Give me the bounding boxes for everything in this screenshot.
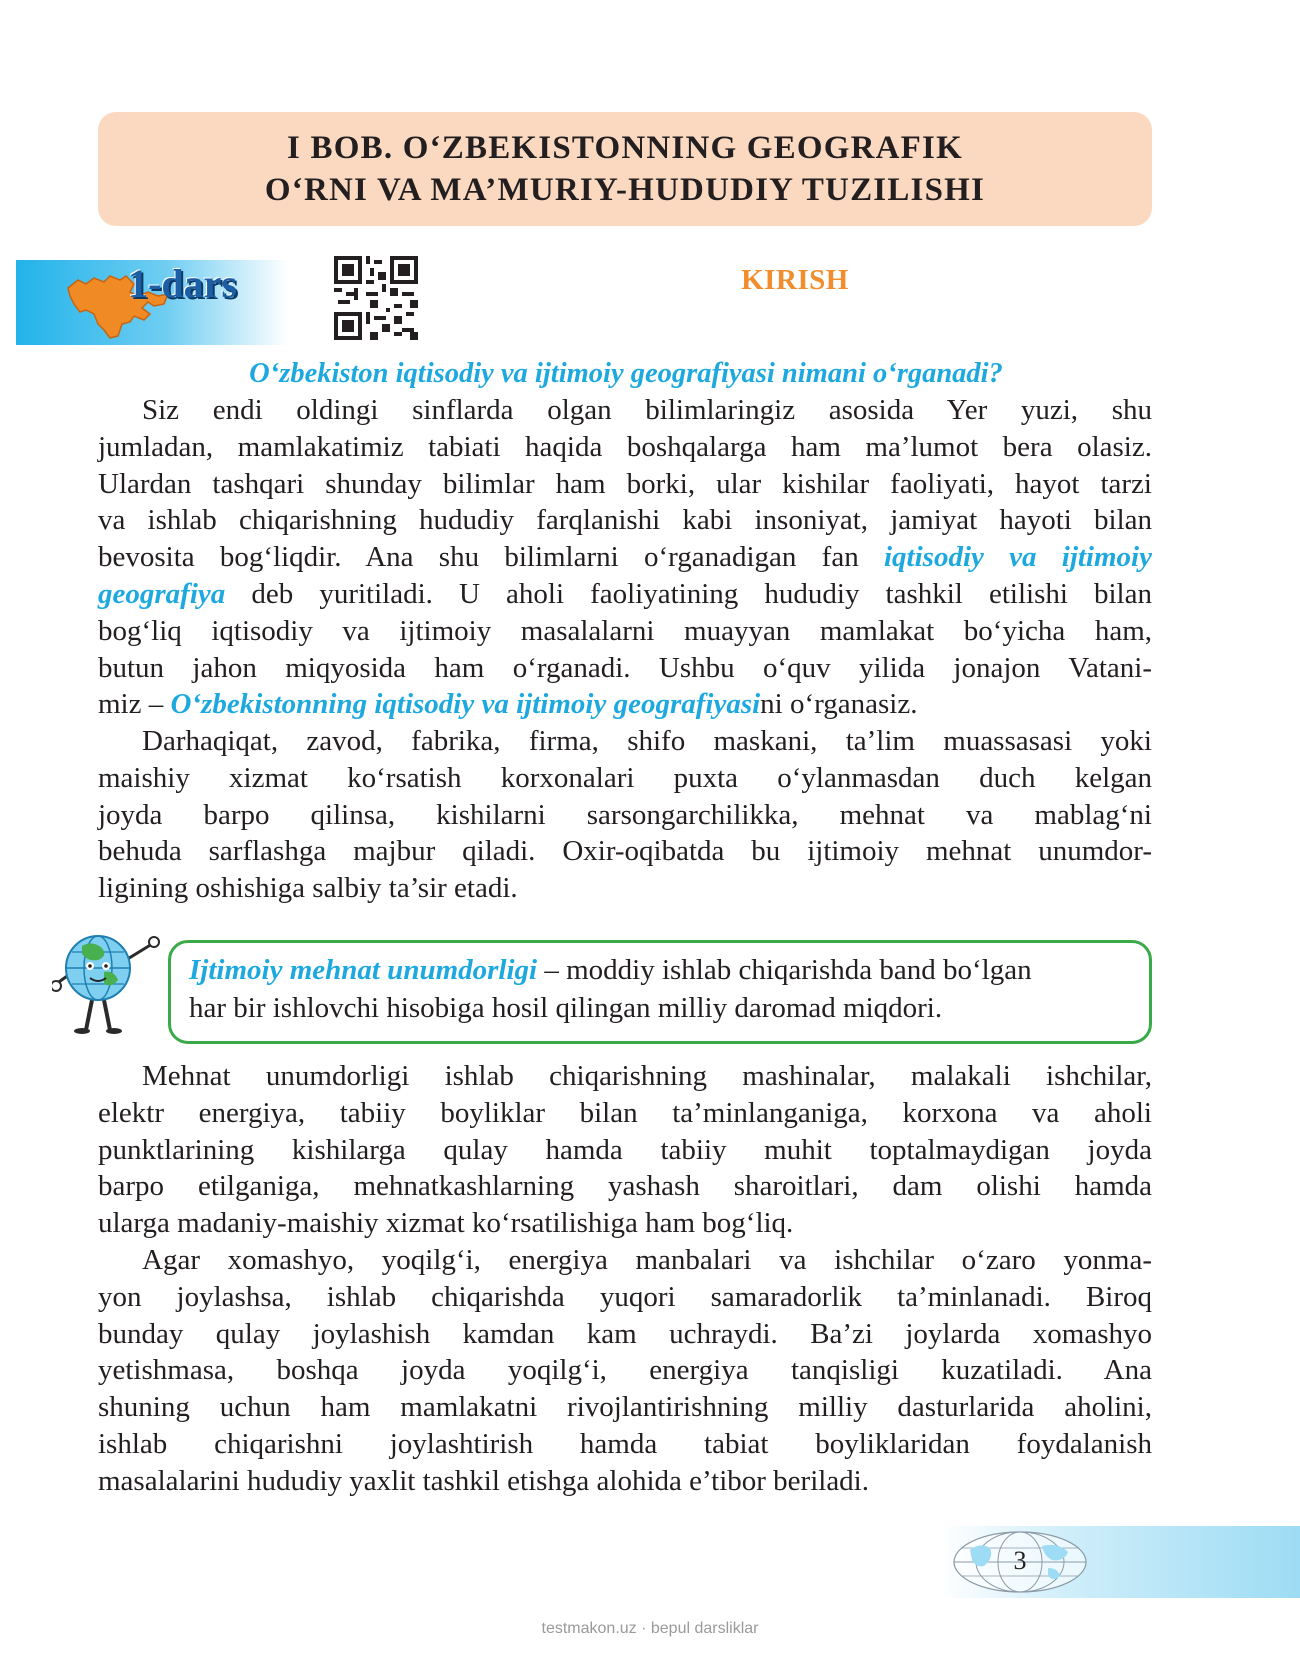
paragraph-line: elektr energiya, tabiiy boyliklar bilan ta’minlanganiga, korxona va aholi: [98, 1096, 1152, 1129]
text-run: – moddiy ishlab chiqarishda band bo‘lgan: [537, 954, 1032, 986]
lesson-banner: [16, 260, 288, 345]
chapter-header: [98, 112, 1152, 226]
definition-line: har bir ishlovchi hisobiga hosil qilingan milliy daromad miqdori.: [189, 992, 943, 1024]
paragraph-line: [98, 686, 1152, 723]
globe-character-icon: [52, 926, 168, 1036]
question-heading: O‘zbekiston iqtisodiy va ijtimoiy geografiyasi nimani o‘rganadi?: [249, 358, 1003, 389]
paragraph-line: ularga madaniy-maishiy xizmat ko‘rsatilishiga ham bog‘liq.: [98, 1207, 794, 1240]
paragraph-line: [98, 539, 1152, 576]
paragraph-line: bunday qulay joylashish kamdan kam uchraydi. Ba’zi joylarda xomashyo: [98, 1317, 1152, 1350]
highlight-term: O‘zbekistonning iqtisodiy va ijtimoiy geografiyasi: [170, 688, 761, 721]
chapter-title-line-2: O‘RNI VA MA’MURIY-HUDUDIY TUZILISHI: [264, 172, 986, 208]
paragraph-1: [98, 392, 1152, 723]
paragraph-line: maishiy xizmat ko‘rsatish korxonalari puxta o‘ylanmasdan duch kelgan: [98, 761, 1152, 794]
paragraph-line: bog‘liq iqtisodiy va ijtimoiy masalalarni muayyan mamlakat bo‘yicha ham,: [98, 614, 1152, 647]
page-number: 3: [1013, 1546, 1027, 1575]
paragraph-3: [98, 1058, 1152, 1242]
paragraph-line: Mehnat unumdorligi ishlab chiqarishning mashinalar, malakali ishchilar,: [142, 1060, 1152, 1092]
paragraph-line: joyda barpo qilinsa, kishilarni sarsongarchilikka, mehnat va mablag‘ni: [98, 798, 1152, 831]
paragraph-line: barpo etilganiga, mehnatkashlarning yashash sharoitlari, dam olishi hamda: [98, 1170, 1152, 1203]
chapter-title-line-1: I BOB. O‘ZBEKISTONNING GEOGRAFIK: [287, 130, 963, 166]
definition-term: Ijtimoiy mehnat unumdorligi: [189, 954, 538, 986]
paragraph-line: ishlab chiqarishni joylashtirish hamda tabiat boyliklaridan foydalanish: [98, 1427, 1152, 1460]
paragraph-line: yon joylashsa, ishlab chiqarishda yuqori samaradorlik ta’minlanadi. Biroq: [98, 1280, 1152, 1313]
paragraph-line: jumladan, mamlakatimiz tabiati haqida boshqalarga ham ma’lumot bera olasiz.: [98, 430, 1152, 463]
paragraph-line: behuda sarflashga majbur qiladi. Oxir-oqibatda bu ijtimoiy mehnat unumdor-: [98, 835, 1152, 868]
paragraph-line: va ishlab chiqarishning hududiy farqlanishi kabi insoniyat, jamiyat hayoti bilan: [98, 504, 1152, 537]
paragraph-line: Agar xomashyo, yoqilg‘i, energiya manbalari va ishchilar o‘zaro yonma-: [142, 1244, 1152, 1276]
text-run: ni o‘rganasiz.: [760, 688, 918, 721]
section-title: KIRISH: [741, 264, 849, 296]
paragraph-line: masalalarini hududiy yaxlit tashkil etishga alohida e’tibor beriladi.: [98, 1464, 869, 1497]
paragraph-line: yetishmasa, boshqa joyda yoqilg‘i, energiya tanqisligi kuzatiladi. Ana: [98, 1354, 1152, 1387]
paragraph-4: [98, 1242, 1152, 1500]
highlight-term: geografiya: [98, 577, 226, 610]
paragraph-line: [98, 576, 1152, 613]
lesson-label: 1-dars: [128, 261, 237, 306]
paragraph-line: shuning uchun ham mamlakatni rivojlantirishning milliy dasturlarida aholini,: [98, 1391, 1152, 1424]
paragraph-line: Ulardan tashqari shunday bilimlar ham borki, ular kishilar faoliyati, hayot tarzi: [98, 467, 1152, 500]
highlight-term: iqtisodiy va ijtimoiy: [883, 541, 1152, 574]
paragraph-2: [98, 723, 1152, 907]
text-run: bevosita bog‘liqdir. Ana shu bilimlarni o‘rganadigan fan: [98, 541, 884, 574]
paragraph-line: butun jahon miqyosida ham o‘rganadi. Ushbu o‘quv yilida jonajon Vatani-: [98, 651, 1152, 684]
watermark: testmakon.uz · bepul darsliklar: [541, 1620, 759, 1637]
definition-box: [168, 940, 1152, 1044]
paragraph-line: ligining oshishiga salbiy ta’sir etadi.: [98, 872, 518, 905]
qr-code-icon[interactable]: [334, 256, 418, 340]
paragraph-line: Darhaqiqat, zavod, fabrika, firma, shifo maskani, ta’lim muassasasi yoki: [142, 725, 1152, 757]
text-run: deb yuritiladi. U aholi faoliyatining hududiy tashkil etilishi bilan: [225, 577, 1152, 610]
definition-text: [189, 951, 1129, 1027]
paragraph-line: punktlarining kishilarga qulay hamda tabiiy muhit toptalmaydigan joyda: [98, 1133, 1152, 1166]
text-run: miz –: [98, 688, 171, 721]
definition-line: [189, 951, 1129, 989]
paragraph-line: Siz endi oldingi sinflarda olgan bilimlaringiz asosida Yer yuzi, shu: [142, 394, 1152, 426]
